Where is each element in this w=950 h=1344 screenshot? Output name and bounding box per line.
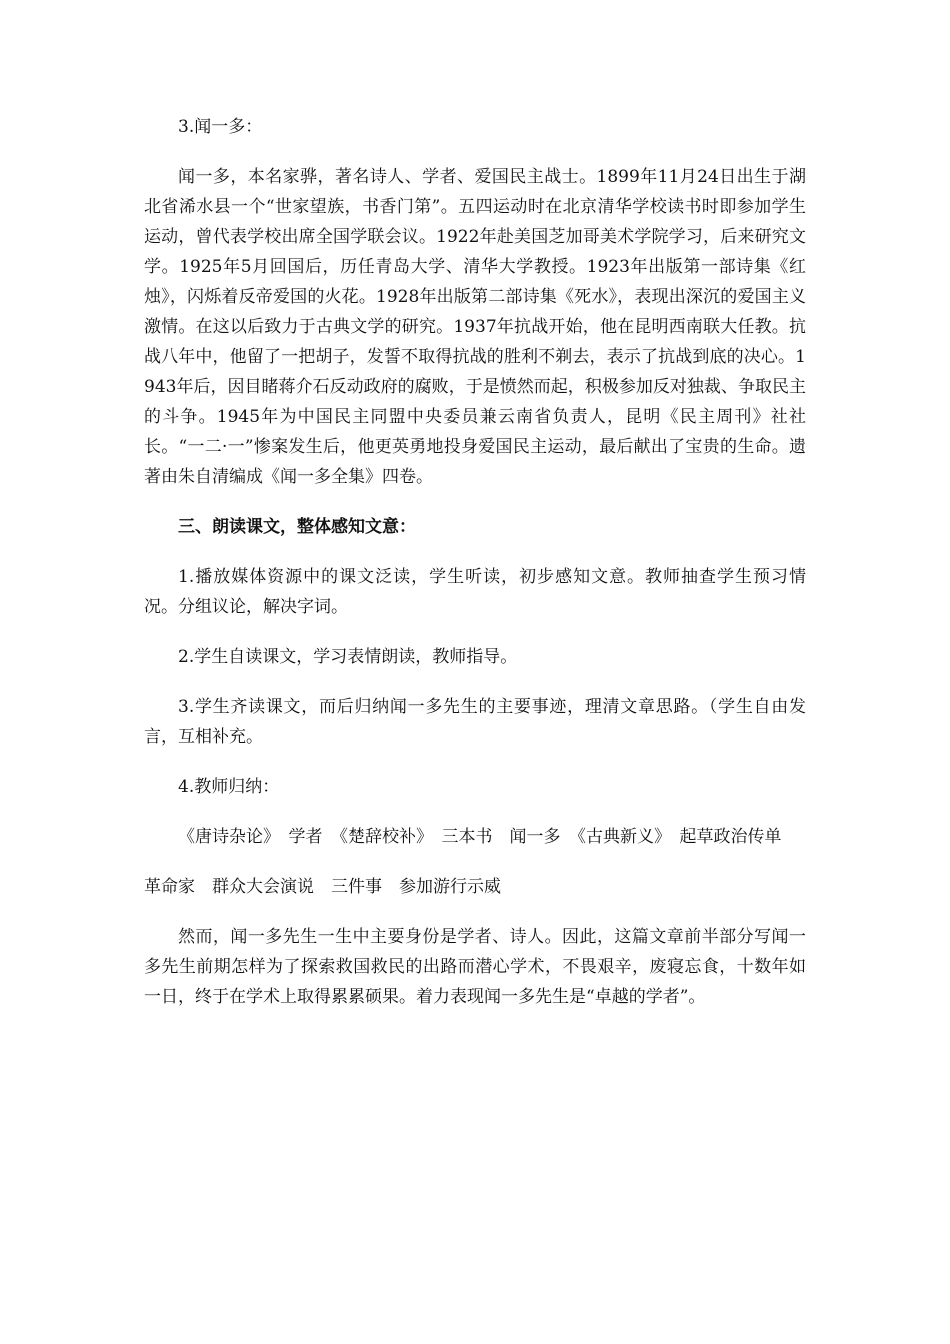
section-heading: 三、朗读课文，整体感知文意： bbox=[178, 517, 416, 537]
step-3: 3.学生齐读课文，而后归纳闻一多先生的主要事迹，理清文章思路。（学生自由发言，互相补充。 bbox=[144, 697, 806, 747]
step-1: 1.播放媒体资源中的课文泛读，学生听读，初步感知文意。教师抽查学生预习情况。分组议论，解决字词。 bbox=[144, 567, 806, 617]
document-page bbox=[144, 112, 806, 1012]
step-4: 4.教师归纳： bbox=[178, 777, 280, 797]
bio-title: 3.闻一多： bbox=[178, 117, 263, 137]
bio-paragraph: 闻一多，本名家骅，著名诗人、学者、爱国民主战士。1899年11月24日出生于湖北省浠水县一个“世家望族，书香门第”。五四运动时在北京清华学校读书时即参加学生运动，曾代表学校出席全国学联会议。1922年赴美国芝加哥美术学院学习，后来研究文学。1925年5月回国后，历任青岛大学、清华大学教授。1923年出版第一部诗集《红烛》，闪烁着反帝爱国的火花。1928年出版第二部诗集《死水》，表现出深沉的爱国主义激情。在这以后致力于古典文学的研究。1937年抗战开始，他在昆明西南联大任教。抗战八年中，他留了一把胡子，发誓不取得抗战的胜利不剃去，表示了抗战到底的决心。1943年后，因目睹蒋介石反动政府的腐败，于是愤然而起，积极参加反对独裁、争取民主的斗争。1945年为中国民主同盟中央委员兼云南省负责人，昆明《民主周刊》社社长。“一二·一”惨案发生后，他更英勇地投身爱国民主运动，最后献出了宝贵的生命。遗著由朱自清编成《闻一多全集》四卷。 bbox=[144, 167, 806, 487]
summary-line-1: 《唐诗杂论》 学者 《楚辞校补》 三本书 闻一多 《古典新义》 起草政治传单 bbox=[178, 827, 782, 847]
summary-line-2: 革命家 群众大会演说 三件事 参加游行示威 bbox=[144, 877, 501, 897]
step-2: 2.学生自读课文，学习表情朗读，教师指导。 bbox=[178, 647, 518, 667]
conclusion-paragraph: 然而，闻一多先生一生中主要身份是学者、诗人。因此，这篇文章前半部分写闻一多先生前期怎样为了探索救国救民的出路而潜心学术，不畏艰辛，废寝忘食，十数年如一日，终于在学术上取得累累硕果。着力表现闻一多先生是“卓越的学者”。 bbox=[144, 927, 806, 1007]
